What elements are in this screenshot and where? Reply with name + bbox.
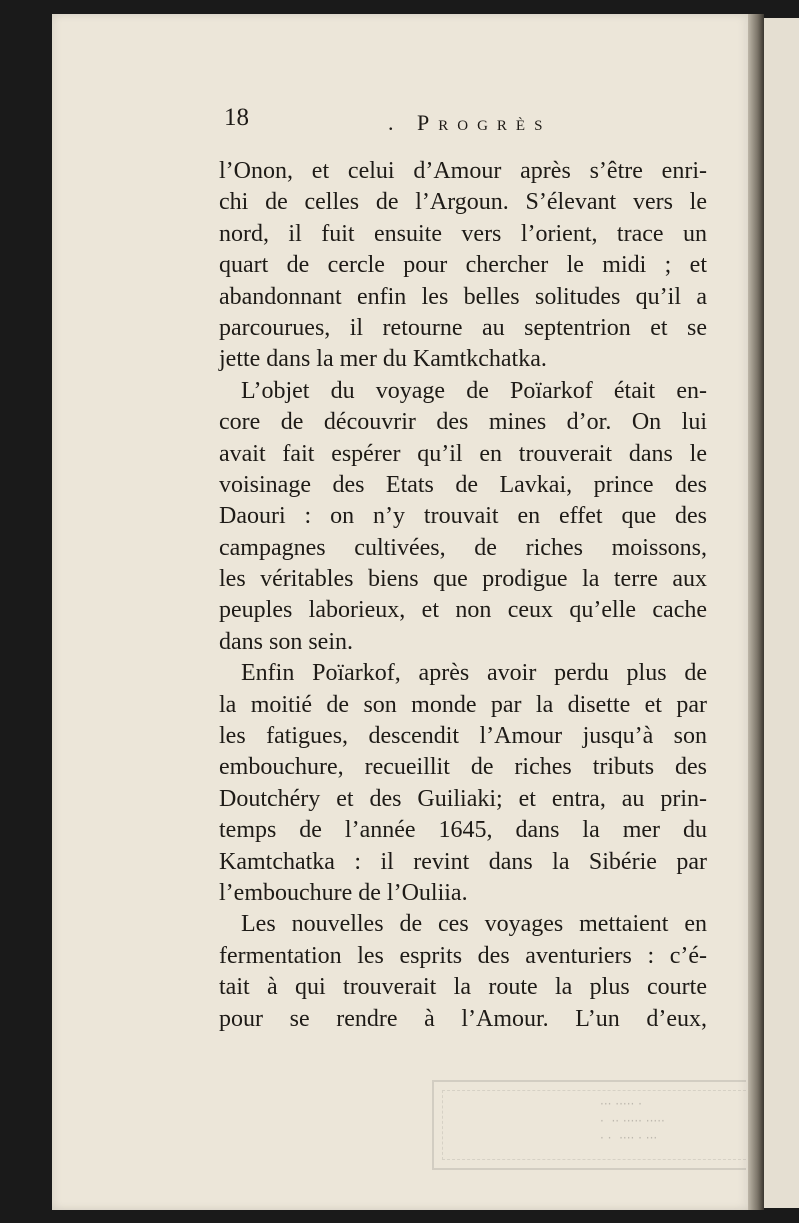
library-stamp <box>432 1080 746 1170</box>
text-line: parcourues, il retourne au septentrion et se <box>219 314 707 341</box>
text-line: l’embouchure de l’Ouliia. <box>219 879 468 906</box>
text-line: tait à qui trouverait la route la plus courte <box>219 974 707 1001</box>
text-line: jette dans la mer du Kamtkchatka. <box>219 346 547 373</box>
text-line: dans son sein. <box>219 628 353 655</box>
paragraph-start: Les nouvelles de ces voyages mettaient en <box>241 911 707 938</box>
text-line: Doutchéry et des Guiliaki; et entra, au prin- <box>219 785 707 812</box>
book-gutter <box>748 14 764 1210</box>
text-line: abandonnant enfin les belles solitudes qu’il a <box>219 283 707 310</box>
text-line: embouchure, recueillit de riches tributs des <box>219 754 707 781</box>
running-title: . Progrès <box>388 110 552 135</box>
text-line: nord, il fuit ensuite vers l’orient, trace un <box>219 220 707 247</box>
text-line: la moitié de son monde par la disette et par <box>219 691 707 718</box>
text-line: quart de cercle pour chercher le midi ; et <box>219 252 707 279</box>
facing-page-edge <box>764 18 799 1208</box>
text-line: l’Onon, et celui d’Amour après s’être enri- <box>219 158 707 184</box>
text-line: core de découvrir des mines d’or. On lui <box>219 409 707 436</box>
text-line: fermentation les esprits des aventuriers : c’é- <box>219 942 707 969</box>
body-text <box>219 156 707 1035</box>
text-line: avait fait espérer qu’il en trouverait dans le <box>219 440 707 467</box>
paragraph-start: L’objet du voyage de Poïarkof était en- <box>241 377 707 404</box>
stamp-lettering: ··· ····· · · ·· ····· ····· · · ···· · ··· <box>600 1097 665 1145</box>
text-line: chi de celles de l’Argoun. S’élevant vers le <box>219 189 707 216</box>
text-line: les fatigues, descendit l’Amour jusqu’à son <box>219 723 707 750</box>
text-line: temps de l’année 1645, dans la mer du <box>219 817 707 844</box>
stamp-frame <box>442 1090 746 1160</box>
text-line: peuples laborieux, et non ceux qu’elle cache <box>219 597 707 624</box>
text-line: pour se rendre à l’Amour. L’un d’eux, <box>219 1005 707 1032</box>
page-number: 18 <box>224 104 249 131</box>
text-line: Daouri : on n’y trouvait en effet que des <box>219 503 707 530</box>
page-header <box>224 104 624 144</box>
text-line: campagnes cultivées, de riches moissons, <box>219 534 707 561</box>
text-line: voisinage des Etats de Lavkai, prince des <box>219 471 707 498</box>
text-line: Kamtchatka : il revint dans la Sibérie par <box>219 848 707 875</box>
paragraph-start: Enfin Poïarkof, après avoir perdu plus de <box>241 660 707 687</box>
text-line: les véritables biens que prodigue la terre aux <box>219 566 707 593</box>
